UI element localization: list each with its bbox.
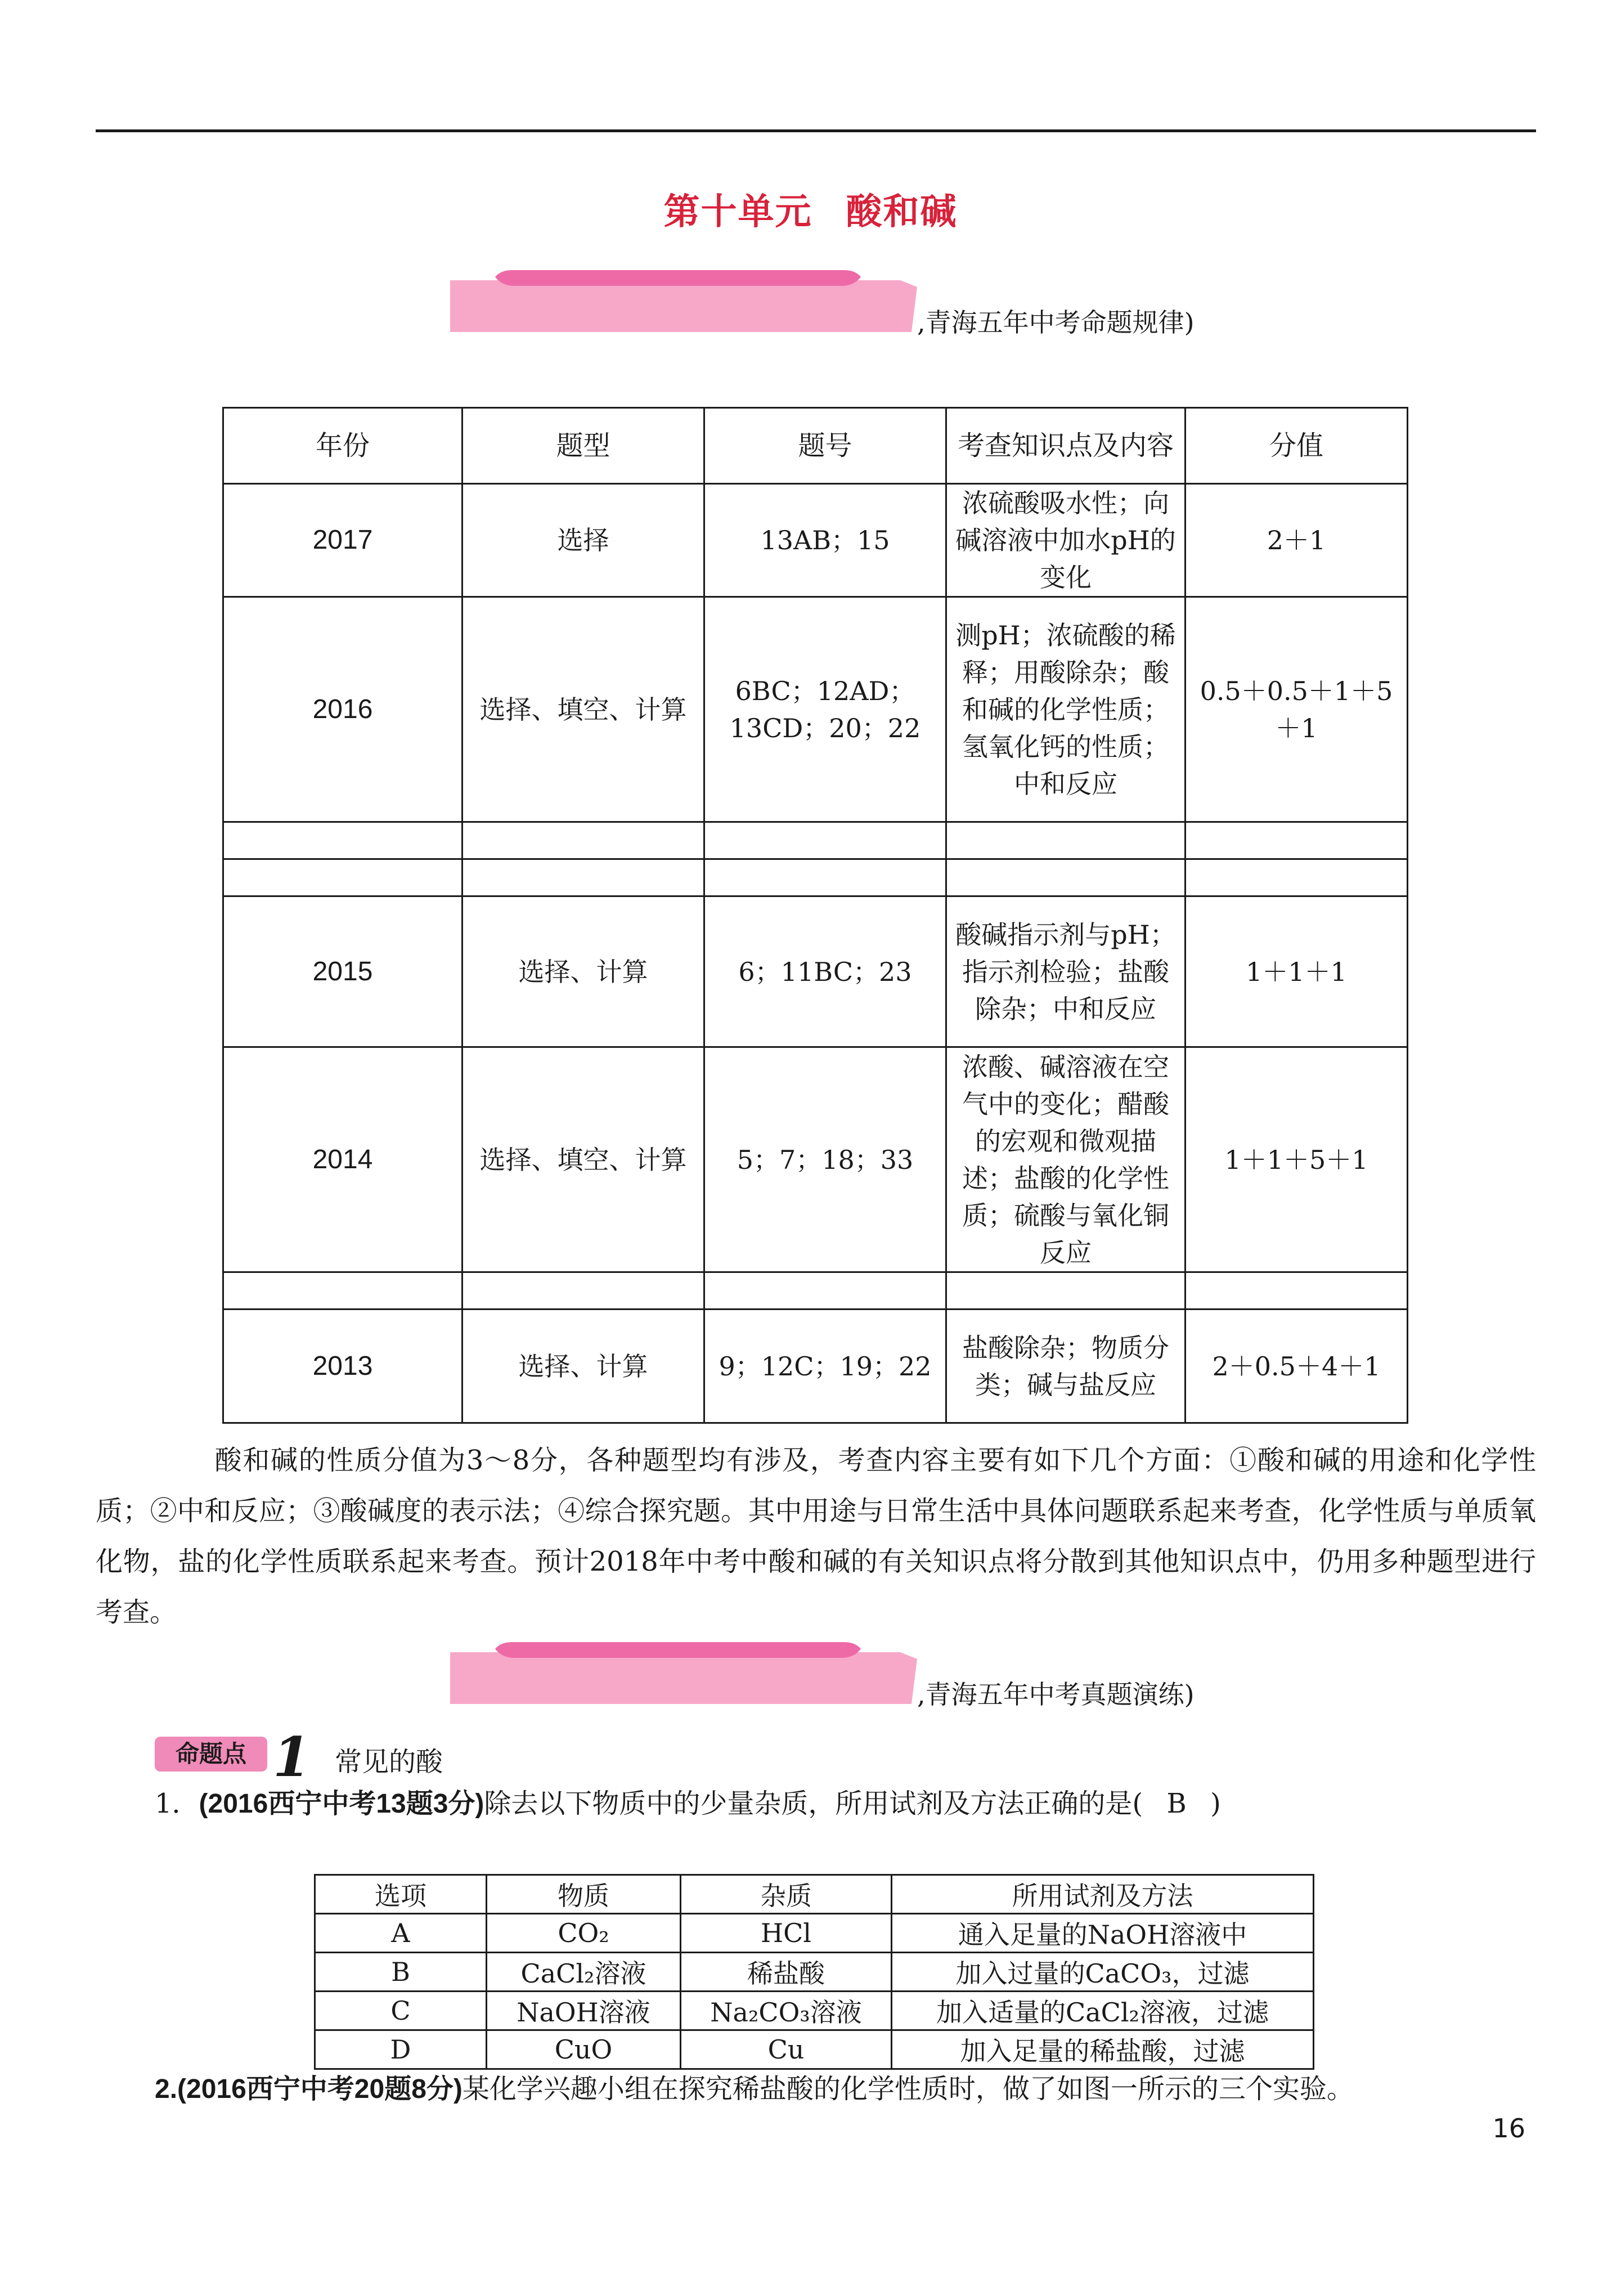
header-cell: 选项	[315, 1875, 487, 1914]
content-cell: 酸碱指示剂与pH；指示剂检验；盐酸除杂；中和反应	[946, 896, 1186, 1047]
unit-title-topic: 酸和碱	[846, 191, 958, 233]
empty-cell	[704, 822, 946, 859]
impurity-cell: Na₂CO₃溶液	[681, 1992, 892, 2030]
year-cell: 2016	[223, 597, 462, 822]
method-cell: 通入足量的NaOH溶液中	[892, 1914, 1314, 1953]
unit-title	[0, 183, 1621, 235]
option-letter: A	[315, 1914, 487, 1953]
score-cell: 2＋1	[1186, 484, 1408, 597]
table-row	[223, 597, 1408, 822]
answer-value: B	[1166, 1788, 1187, 1819]
option-letter: C	[315, 1992, 487, 2030]
empty-cell	[223, 859, 462, 896]
header-cell: 考查知识点及内容	[946, 408, 1186, 484]
type-cell: 选择、填空、计算	[462, 1047, 704, 1272]
empty-cell	[1186, 822, 1408, 859]
score-cell: 2＋0.5＋4＋1	[1186, 1310, 1408, 1423]
table-row	[223, 1047, 1408, 1272]
empty-cell	[462, 1272, 704, 1310]
empty-cell	[946, 822, 1186, 859]
substance-cell: NaOH溶液	[487, 1992, 681, 2030]
question-1	[155, 1787, 1221, 1821]
question-close: )	[1210, 1788, 1221, 1819]
type-cell: 选择、计算	[462, 896, 704, 1047]
option-row	[315, 2030, 1314, 2069]
empty-cell	[223, 1272, 462, 1310]
analysis-text: 酸和碱的性质分值为3～8分，各种题型均有涉及，考查内容主要有如下几个方面：①酸和碱的用途和化学性质；②中和反应；③酸碱度的表示法；④综合探究题。其中用途与日常生活中具体问题联系起来考查，化学性质与单质氧化物，盐的化学性质联系起来考查。预计2018年中考中酸和碱的有关知识点将分散到其他知识点中，仍用多种题型进行考查。	[96, 1445, 1536, 1628]
score-cell: 1＋1＋5＋1	[1186, 1047, 1408, 1272]
impurity-cell: 稀盐酸	[681, 1953, 892, 1992]
question-number: 2.	[155, 2074, 178, 2104]
empty-cell	[704, 859, 946, 896]
analysis-paragraph	[96, 1435, 1536, 1638]
empty-cell	[1186, 859, 1408, 896]
table-row-empty	[223, 859, 1408, 896]
type-cell: 选择、填空、计算	[462, 597, 704, 822]
table-row	[223, 484, 1408, 597]
table-row-empty	[223, 1272, 1408, 1310]
header-cell: 所用试剂及方法	[892, 1875, 1314, 1914]
number-cell: 6；11BC；23	[704, 896, 946, 1047]
header-cell: 题号	[704, 408, 946, 484]
header-cell: 杂质	[681, 1875, 892, 1914]
question-number: 1．	[155, 1788, 199, 1819]
question-text: 除去以下物质中的少量杂质，所用试剂及方法正确的是(	[484, 1788, 1143, 1819]
header-cell: 题型	[462, 408, 704, 484]
topic-title: 常见的酸	[335, 1746, 443, 1778]
topic-number: 1	[273, 1725, 311, 1789]
option-letter: B	[315, 1953, 487, 1992]
option-row	[315, 1914, 1314, 1953]
unit-title-number: 第十单元	[663, 191, 812, 233]
question-source: (2016西宁中考20题8分)	[177, 2074, 462, 2104]
header-cell: 物质	[487, 1875, 681, 1914]
question-text: 某化学兴趣小组在探究稀盐酸的化学性质时，做了如图一所示的三个实验。	[462, 2073, 1354, 2105]
empty-cell	[704, 1272, 946, 1310]
empty-cell	[223, 822, 462, 859]
section-caption-patterns: ,青海五年中考命题规律)	[917, 307, 1195, 338]
number-cell: 13AB；15	[704, 484, 946, 597]
question-2	[155, 2072, 1354, 2106]
score-cell: 1＋1＋1	[1186, 896, 1408, 1047]
options-table	[314, 1874, 1314, 2070]
header-cell: 年份	[223, 408, 462, 484]
type-cell: 选择、计算	[462, 1310, 704, 1423]
empty-cell	[946, 859, 1186, 896]
year-cell: 2014	[223, 1047, 462, 1272]
content-cell: 测pH；浓硫酸的稀释；用酸除杂；酸和碱的化学性质；氢氧化钙的性质；中和反应	[946, 597, 1186, 822]
section-ribbon-exercises	[450, 1642, 917, 1704]
impurity-cell: HCl	[681, 1914, 892, 1953]
type-cell: 选择	[462, 484, 704, 597]
topic-badge: 命题点	[155, 1737, 267, 1772]
table-row	[223, 896, 1408, 1047]
content-cell: 浓硫酸吸水性；向碱溶液中加水pH的变化	[946, 484, 1186, 597]
content-cell: 盐酸除杂；物质分类；碱与盐反应	[946, 1310, 1186, 1423]
option-row	[315, 1992, 1314, 2030]
exam-pattern-table	[222, 407, 1408, 1424]
method-cell: 加入足量的稀盐酸，过滤	[892, 2030, 1314, 2069]
table-row	[223, 1310, 1408, 1423]
empty-cell	[462, 822, 704, 859]
substance-cell: CuO	[487, 2030, 681, 2069]
substance-cell: CaCl₂溶液	[487, 1953, 681, 1992]
year-cell: 2015	[223, 896, 462, 1047]
score-cell: 0.5＋0.5＋1＋5＋1	[1186, 597, 1408, 822]
content-cell: 浓酸、碱溶液在空气中的变化；醋酸的宏观和微观描述；盐酸的化学性质；硫酸与氧化铜反应	[946, 1047, 1186, 1272]
option-letter: D	[315, 2030, 487, 2069]
table-header-row	[223, 408, 1408, 484]
number-cell: 9；12C；19；22	[704, 1310, 946, 1423]
year-cell: 2013	[223, 1310, 462, 1423]
method-cell: 加入过量的CaCO₃，过滤	[892, 1953, 1314, 1992]
empty-cell	[1186, 1272, 1408, 1310]
impurity-cell: Cu	[681, 2030, 892, 2069]
year-cell: 2017	[223, 484, 462, 597]
section-caption-exercises: ,青海五年中考真题演练)	[917, 1679, 1195, 1710]
page-number: 16	[1492, 2113, 1525, 2143]
option-row	[315, 1953, 1314, 1992]
header-cell: 分值	[1186, 408, 1408, 484]
method-cell: 加入适量的CaCl₂溶液，过滤	[892, 1992, 1314, 2030]
number-cell: 5；7；18；33	[704, 1047, 946, 1272]
header-rule	[96, 129, 1536, 132]
section-ribbon-patterns	[450, 270, 917, 332]
empty-cell	[462, 859, 704, 896]
table-row-empty	[223, 822, 1408, 859]
options-header-row	[315, 1875, 1314, 1914]
substance-cell: CO₂	[487, 1914, 681, 1953]
empty-cell	[946, 1272, 1186, 1310]
number-cell: 6BC；12AD；13CD；20；22	[704, 597, 946, 822]
question-source: (2016西宁中考13题3分)	[199, 1789, 484, 1819]
